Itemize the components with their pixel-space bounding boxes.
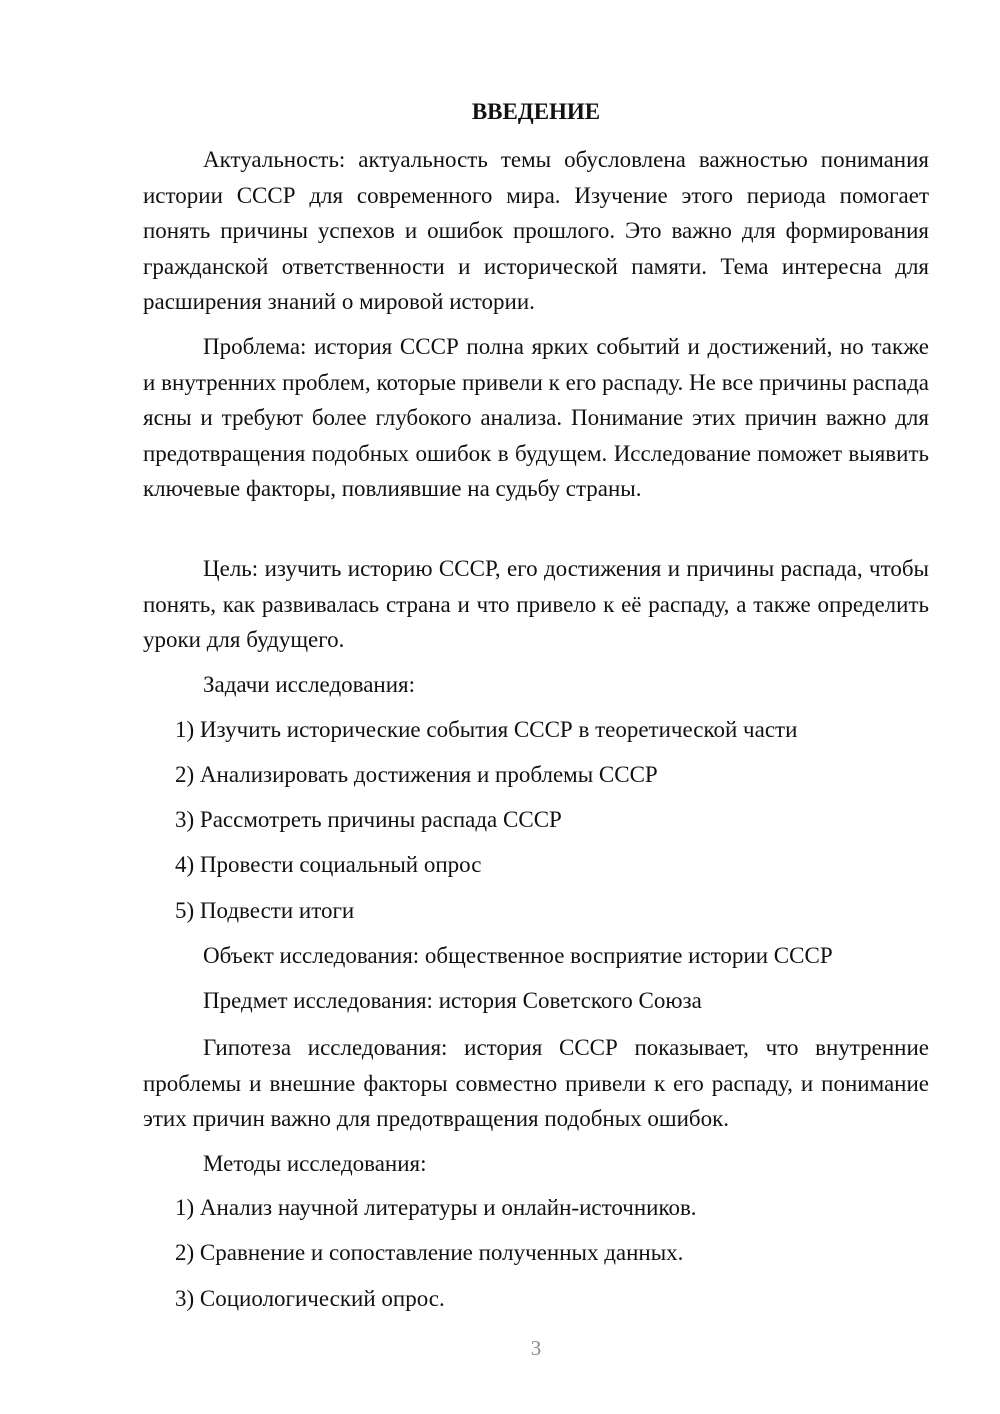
problem-paragraph: Проблема: история СССР полна ярких событий и достижений, но также и внутренних проблем, которые привели к его распаду. Не все причины распада ясны и требуют более глубокого анализа. Понимание этих причин важно для предотвращения подобных ошибок в будущем. Исследование поможет выявить ключевые факторы, повлиявшие на судьбу страны. <box>143 334 929 501</box>
task-item: 4) Провести социальный опрос <box>175 852 482 877</box>
research-object: Объект исследования: общественное восприятие истории СССР <box>203 943 833 968</box>
task-item: 1) Изучить исторические события СССР в теоретической части <box>175 717 798 742</box>
task-item: 2) Анализировать достижения и проблемы СССР <box>175 762 658 787</box>
method-item: 1) Анализ научной литературы и онлайн-источников. <box>175 1195 697 1220</box>
research-subject: Предмет исследования: история Советского Союза <box>203 988 702 1013</box>
tasks-heading: Задачи исследования: <box>203 672 416 697</box>
task-item: 5) Подвести итоги <box>175 898 355 923</box>
section-title: ВВЕДЕНИЕ <box>471 99 601 124</box>
method-item: 3) Социологический опрос. <box>175 1286 445 1311</box>
relevance-paragraph: Актуальность: актуальность темы обусловлена важностью понимания истории СССР для современного мира. Изучение этого периода помогает понять причины успехов и ошибок прошлого. Это важно для формирования гражданской ответственности и исторической памяти. Тема интересна для расширения знаний о мировой истории. <box>143 147 929 314</box>
methods-heading: Методы исследования: <box>203 1151 427 1176</box>
hypothesis-paragraph: Гипотеза исследования: история СССР показывает, что внутренние проблемы и внешние факторы совместно привели к его распаду, и понимание этих причин важно для предотвращения подобных ошибок. <box>143 1035 929 1131</box>
method-item: 2) Сравнение и сопоставление полученных данных. <box>175 1240 684 1265</box>
page-number: 3 <box>530 1336 542 1360</box>
goal-paragraph: Цель: изучить историю СССР, его достижения и причины распада, чтобы понять, как развивалась страна и что привело к её распаду, а также определить уроки для будущего. <box>143 556 929 652</box>
task-item: 3) Рассмотреть причины распада СССР <box>175 807 562 832</box>
